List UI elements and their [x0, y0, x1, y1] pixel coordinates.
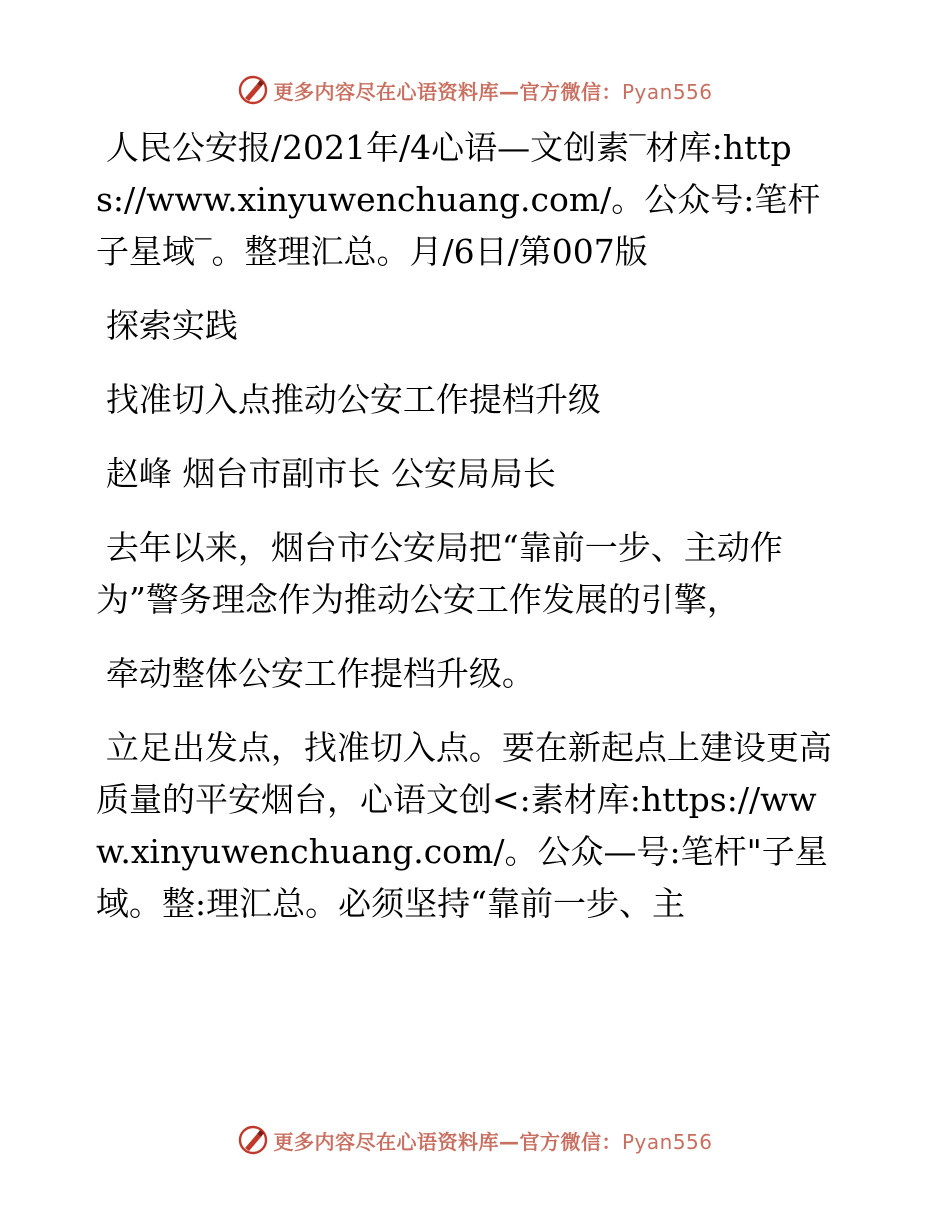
paragraph-author: 赵峰 烟台市副市长 公安局局长 [105, 454, 556, 493]
watermark-text: 更多内容尽在心语资料库—官方微信：Pyan556 [273, 79, 713, 104]
watermark-text: 更多内容尽在心语资料库—官方微信：Pyan556 [273, 1129, 713, 1154]
paragraph-title: 找准切入点推动公安工作提档升级 [105, 380, 601, 419]
pen-logo-icon [237, 1124, 269, 1156]
paragraph-source: 人民公安报/2021年/4心语—文创素‾材库:https://www.xinyuwenchuang.com/。公众号:笔杆子星域‾。整理汇总。月/6日/第007版 [96, 128, 821, 271]
document-body [96, 122, 836, 952]
paragraph-body: 立足出发点，找准切入点。要在新起点上建设更高质量的平安烟台，心语文创<:素材库:https://www.xinyuwenchuang.com/。公众—号:笔杆"子星域。整:理汇总。必须坚持“靠前一步、主 [96, 728, 832, 923]
paragraph-intro-cont: 牵动整体公安工作提档升级。 [105, 654, 535, 693]
header-watermark-banner [0, 70, 950, 110]
footer-watermark-banner [0, 1120, 950, 1160]
paragraph-column: 探索实践 [105, 306, 238, 345]
pen-logo-icon [237, 74, 269, 106]
paragraph-intro: 去年以来，烟台市公安局把“靠前一步、主动作为”警务理念作为推动公安工作发展的引擎， [96, 528, 783, 619]
